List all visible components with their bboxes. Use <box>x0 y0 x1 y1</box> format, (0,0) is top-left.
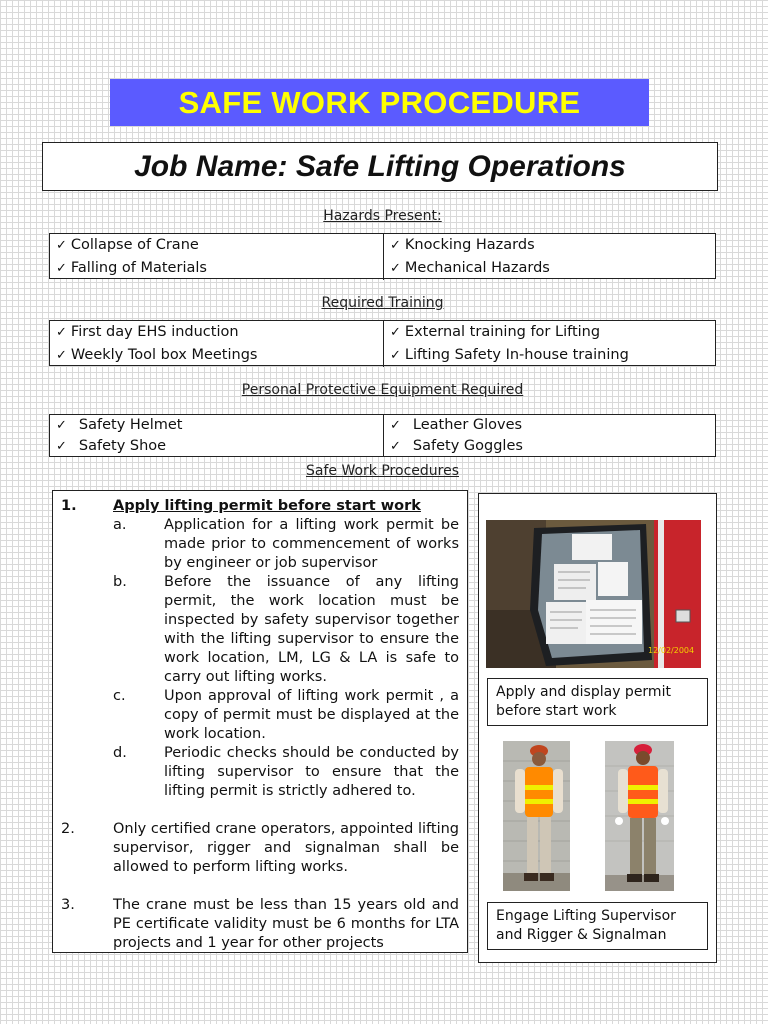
photo-date-stamp: 12/02/2004 <box>648 646 695 655</box>
hazard-item: ✓ Mechanical Hazards <box>390 260 550 276</box>
check-icon: ✓ <box>56 261 67 276</box>
ppe-right-column <box>383 415 715 457</box>
check-icon: ✓ <box>56 348 67 363</box>
procedures-heading: Safe Work Procedures <box>306 463 459 479</box>
job-name-title: Job Name: Safe Lifting Operations <box>42 142 718 191</box>
training-heading: Required Training <box>321 295 444 311</box>
procedure-step-1 <box>61 497 459 516</box>
check-icon: ✓ <box>56 418 67 433</box>
procedure-substep: c. Upon approval of lifting work permit , a copy of permit must be displayed at the work location. <box>113 688 459 742</box>
ppe-table <box>49 414 716 457</box>
ppe-item: ✓ Safety Shoe <box>56 438 167 454</box>
procedure-substep: d. Periodic checks should be conducted by lifting supervisor to ensure that the lifting permit is strictly adhered to. <box>113 745 459 799</box>
procedure-step-3: 3. The crane must be less than 15 years old and PE certificate validity must be 6 months for LTA projects and 1 year for other projects <box>61 897 459 951</box>
hazards-table <box>49 233 716 279</box>
photo-caption-2: Engage Lifting Supervisor and Rigger & Signalman <box>487 902 708 950</box>
hazards-left-column <box>50 234 383 280</box>
permit-photo <box>486 520 701 668</box>
hazards-right-column <box>383 234 715 280</box>
ppe-item: ✓ Leather Gloves <box>390 417 523 433</box>
check-icon: ✓ <box>390 325 401 340</box>
training-right-column <box>383 321 715 367</box>
check-icon: ✓ <box>390 418 401 433</box>
hazard-item: ✓ Falling of Materials <box>56 260 207 276</box>
ppe-item: ✓ Safety Helmet <box>56 417 183 433</box>
training-item: ✓ Lifting Safety In-house training <box>390 347 629 363</box>
rigger-photo-image <box>605 741 674 891</box>
step-title: Apply lifting permit before start work <box>113 498 421 514</box>
check-icon: ✓ <box>390 238 401 253</box>
hazard-item: ✓ Collapse of Crane <box>56 237 199 253</box>
check-icon: ✓ <box>390 439 401 454</box>
ppe-left-column <box>50 415 383 457</box>
training-item: ✓ First day EHS induction <box>56 324 239 340</box>
procedure-list <box>52 490 468 953</box>
photo-caption-1: Apply and display permit before start work <box>487 678 708 726</box>
ppe-item: ✓ Safety Goggles <box>390 438 523 454</box>
hazard-item: ✓ Knocking Hazards <box>390 237 535 253</box>
check-icon: ✓ <box>56 439 67 454</box>
step-number: 2. <box>61 821 75 837</box>
procedure-step-2: 2. Only certified crane operators, appointed lifting supervisor, rigger and signalman shall be allowed to perform lifting works. <box>61 821 459 875</box>
supervisor-photo-image <box>503 741 570 891</box>
training-item: ✓ Weekly Tool box Meetings <box>56 347 258 363</box>
page-banner-title: SAFE WORK PROCEDURE <box>110 79 649 126</box>
procedure-substep: b. Before the issuance of any lifting permit, the work location must be inspected by safety supervisor together with the lifting supervisor to ensure the work location, LM, LG & LA is safe to carry out lifting works. <box>113 574 459 685</box>
step-number: 3. <box>61 897 75 913</box>
supervisor-photo <box>503 741 570 891</box>
check-icon: ✓ <box>56 325 67 340</box>
training-left-column <box>50 321 383 367</box>
procedure-substep: a. Application for a lifting work permit be made prior to commencement of works by engineer or job supervisor <box>113 517 459 571</box>
check-icon: ✓ <box>390 348 401 363</box>
hazards-heading: Hazards Present: <box>323 208 442 224</box>
permit-photo-image <box>486 520 701 668</box>
check-icon: ✓ <box>56 238 67 253</box>
step-number: 1. <box>61 498 77 514</box>
rigger-photo <box>605 741 674 891</box>
training-item: ✓ External training for Lifting <box>390 324 601 340</box>
training-table <box>49 320 716 366</box>
check-icon: ✓ <box>390 261 401 276</box>
ppe-heading: Personal Protective Equipment Required <box>241 382 524 398</box>
